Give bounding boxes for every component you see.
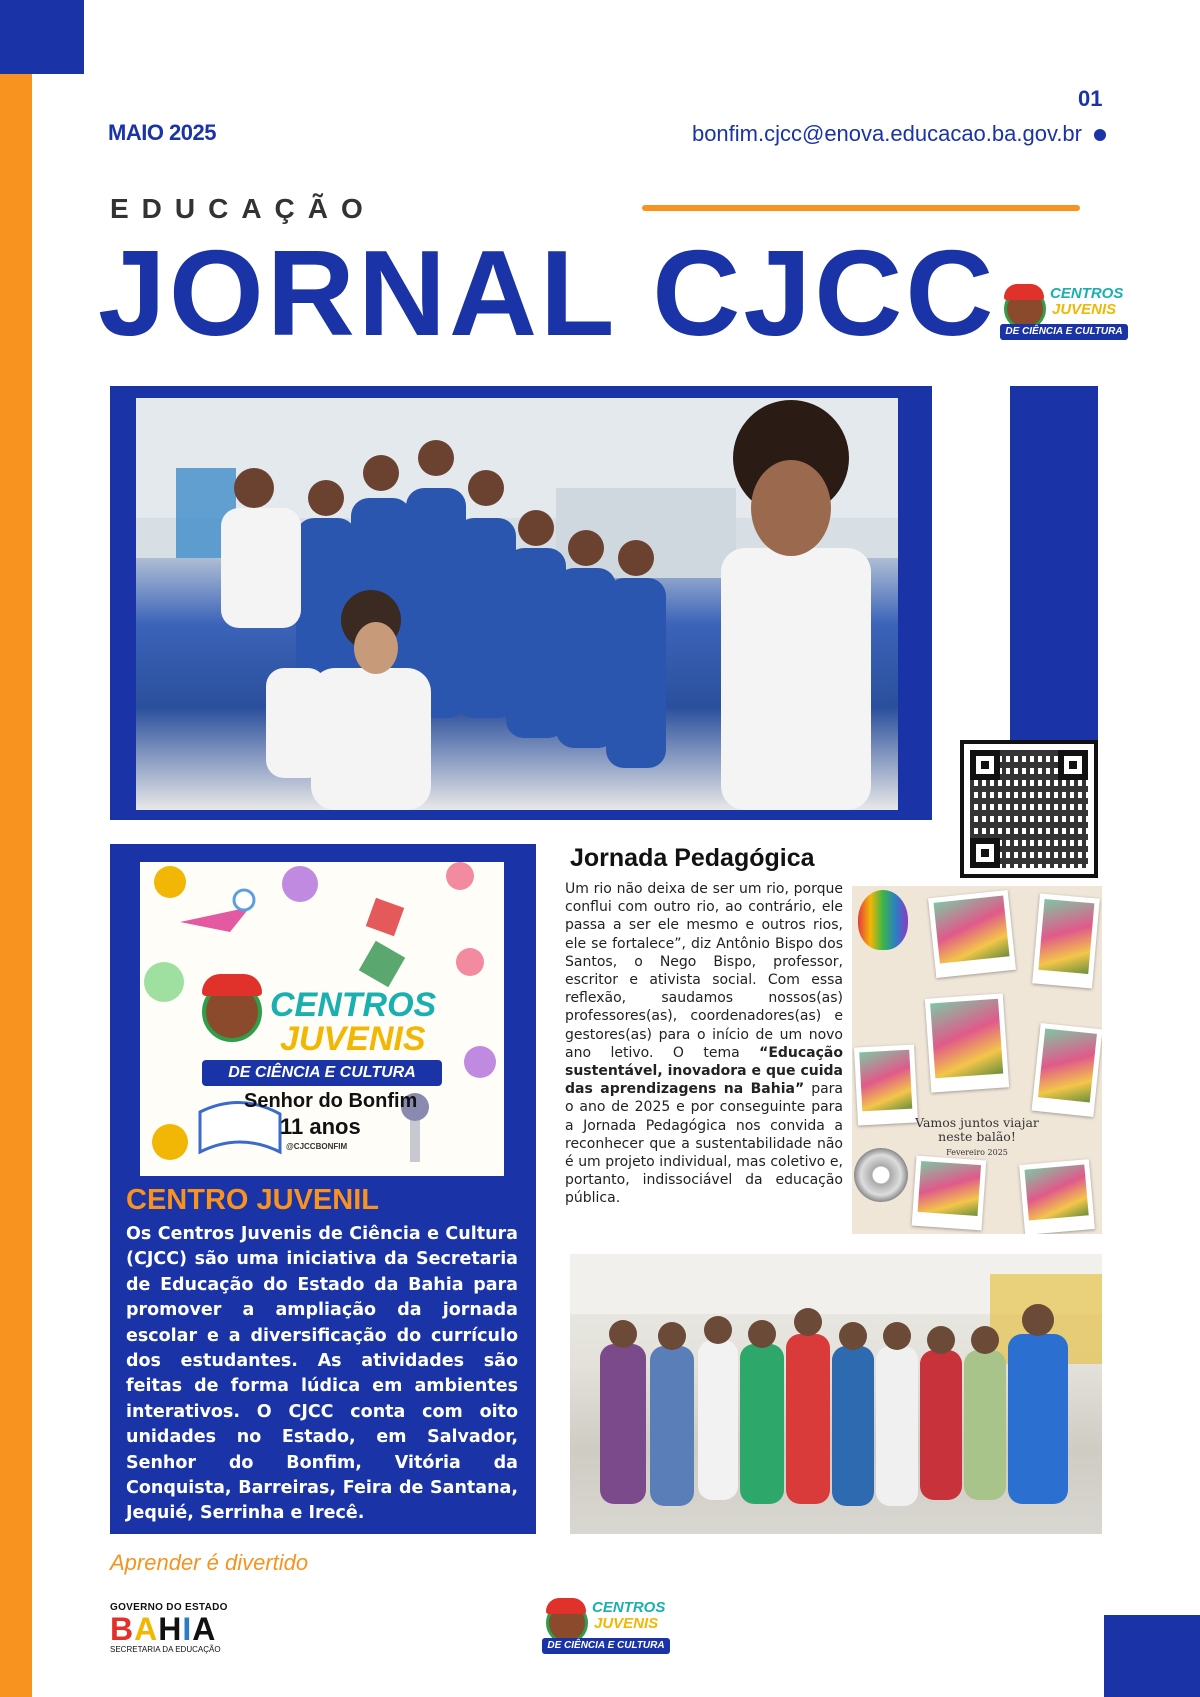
dot-icon: [1094, 129, 1106, 141]
tagline: Aprender é divertido: [110, 1550, 309, 1575]
centro-juvenil-text: Os Centros Juvenis de Ciência e Cultura (CJCC) são uma iniciativa da Secretaria de Educação do Estado da Bahia para promover a ampliação da jornada escolar e a diversificação do currículo dos estudantes. As atividades são feitas de forma lúdica em ambientes interativos. O CJCC conta com oito unidades no Estado, em Salvador, Senhor do Bonfim, Vitória da Conquista, Barreiras, Feira de Santana, Jequié, Serrinha e Irecê.: [126, 1224, 518, 1524]
poster-line2: JUVENIS: [280, 1020, 426, 1058]
secretariat-label: SECRETARIA DA EDUCAÇÃO: [110, 1645, 221, 1654]
poster-band: DE CIÊNCIA E CULTURA: [202, 1060, 442, 1086]
collage-photo: [1032, 1023, 1102, 1117]
poster-line1: CENTROS: [270, 986, 437, 1024]
qr-code-icon[interactable]: [960, 740, 1098, 878]
cd-disc-icon: [854, 1148, 908, 1202]
collage-date: Fevereiro 2025: [946, 1148, 1008, 1157]
jornada-text: [565, 880, 843, 1208]
section-label: EDUCAÇÃO: [110, 193, 376, 224]
bahia-government-logo: [110, 1602, 240, 1662]
cjcc-footer-logo: [542, 1596, 678, 1660]
jornada-text-after: para o ano de 2025 e por conseguinte para a Jornada Pedagógica nos convida a reconhecer que a sustentabilidade não é um projeto individual, mas coletivo e, portanto, indissociável da educação pública.: [565, 1081, 843, 1207]
left-accent-stripe: [0, 74, 32, 1697]
corner-block-bottom-right: [1104, 1615, 1200, 1697]
collage-caption: [912, 1116, 1042, 1160]
page-number: 01: [1078, 86, 1103, 111]
mascot-cap-icon: [202, 974, 262, 996]
centro-juvenil-heading: CENTRO JUVENIL: [126, 1184, 379, 1216]
masthead-title: JORNAL CJCC: [98, 225, 997, 361]
collage-photo: [1032, 894, 1100, 989]
balloon-collage: [852, 886, 1102, 1234]
collage-photo: [928, 890, 1016, 978]
logo-band: DE CIÊNCIA E CULTURA: [1000, 324, 1128, 340]
collage-photo: [1019, 1159, 1095, 1234]
contact-email[interactable]: bonfim.cjcc@enova.educacao.ba.gov.br: [691, 121, 1082, 146]
mascot-cap-icon: [1004, 284, 1044, 300]
right-accent-bar: [1010, 386, 1098, 740]
logo-line2: JUVENIS: [1052, 301, 1117, 318]
collage-photo: [854, 1044, 918, 1125]
collage-photo: [925, 993, 1009, 1092]
teachers-group-photo: [570, 1254, 1102, 1534]
logo-line1: CENTROS: [592, 1599, 666, 1616]
jornada-text-before: Um rio não deixa de ser um rio, porque conflui com outro rio, ao contrário, ele passa a ser ele mesmo e outros rios, ele se fortalece”, diz Antônio Bispo dos Santos, o Nego Bispo, professor, escritor e ativista social. Com essa reflexão, saudamos nossos(as) professores(as), coordenadores(as) e gestores(as) para o início de um novo ano letivo. O tema: [565, 881, 843, 1061]
collage-photo: [912, 1156, 987, 1231]
mascot-cap-icon: [546, 1598, 586, 1614]
qr-finder-top-left: [970, 750, 1000, 780]
qr-finder-top-right: [1058, 750, 1088, 780]
cjcc-logo: [1000, 282, 1136, 346]
corner-block-top-left: [0, 0, 84, 74]
issue-date: MAIO 2025: [108, 120, 216, 145]
jornada-text-bold: “Educação sustentável, inovadora e que cuida das aprendizagens na Bahia”: [565, 1044, 843, 1098]
teachers-group-image: [570, 1254, 1102, 1534]
qr-finder-bottom-left: [970, 838, 1000, 868]
hot-air-balloon-icon: [858, 890, 908, 950]
orange-divider: [642, 205, 1080, 211]
anniversary-poster: [140, 862, 504, 1176]
poster-years: 11 anos: [280, 1114, 361, 1139]
poster-handle: @CJCCBONFIM: [286, 1142, 348, 1151]
logo-line2: JUVENIS: [594, 1615, 659, 1632]
logo-line1: CENTROS: [1050, 285, 1124, 302]
poster-city: Senhor do Bonfim: [244, 1090, 418, 1112]
logo-band: DE CIÊNCIA E CULTURA: [542, 1638, 670, 1654]
state-name: BAHIA: [110, 1611, 217, 1647]
students-group-image: [136, 398, 898, 810]
jornada-title: Jornada Pedagógica: [570, 844, 815, 872]
gov-label: GOVERNO DO ESTADO: [110, 1602, 228, 1613]
hero-photo-students: [136, 398, 898, 810]
collage-caption-text: Vamos juntos viajar neste balão!: [915, 1115, 1039, 1144]
